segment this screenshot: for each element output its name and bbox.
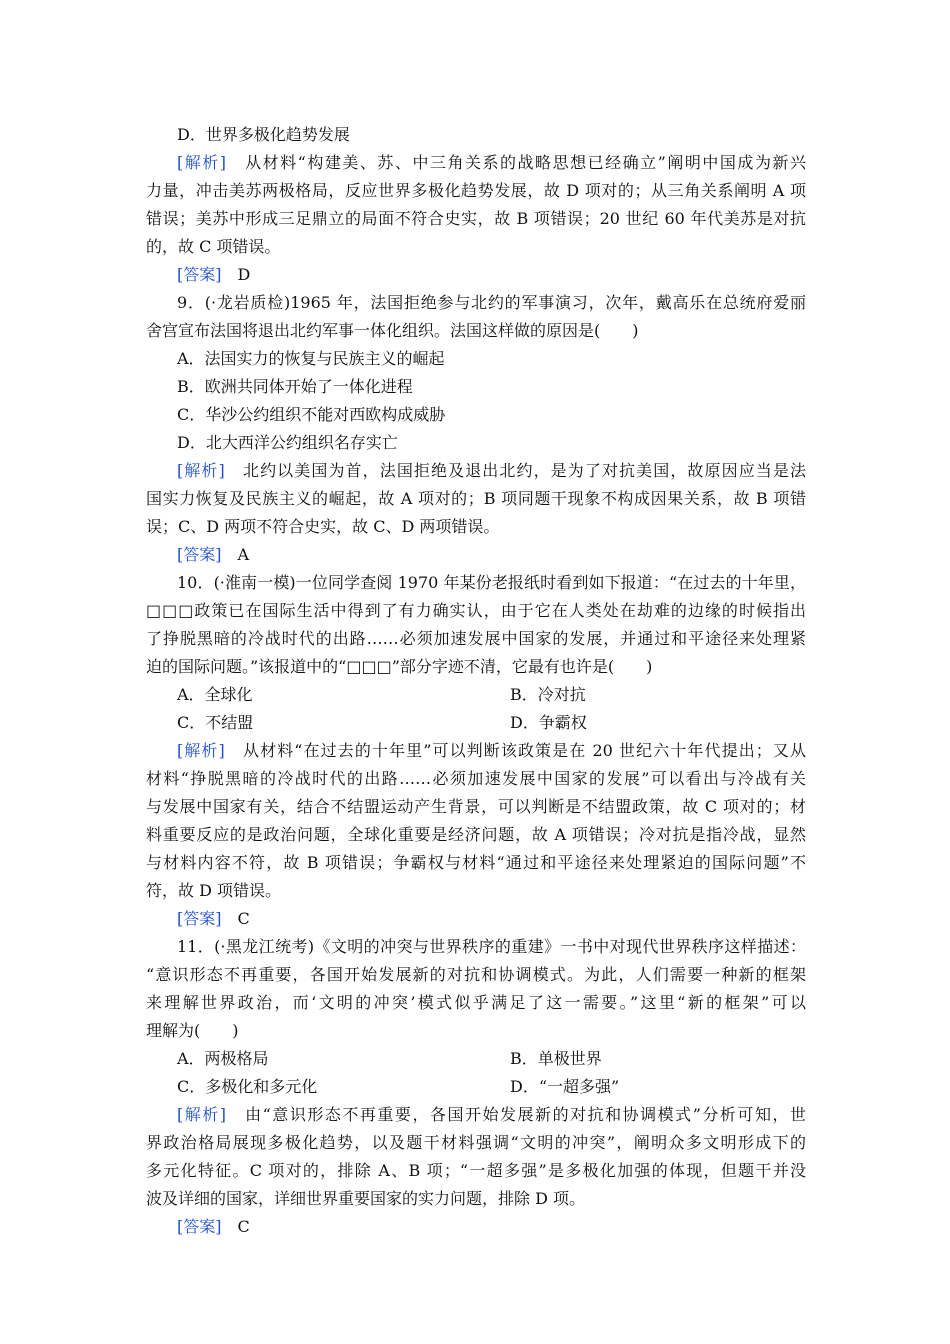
q9-option-b: B．欧洲共同体开始了一体化进程 — [177, 377, 413, 396]
q9-option-d: D．北大西洋公约组织名存实亡 — [177, 433, 398, 452]
q11-option-c: C．多极化和多元化 — [177, 1077, 318, 1096]
q10-analysis-line-4: 料重要反应的是政治问题，全球化重要是经济问题，故 A 项错误；冷对抗是指冷战，显然 — [146, 825, 806, 844]
q9-stem-line-2: 舍宫宣布法国将退出北约军事一体化组织。法国这样做的原因是( ) — [146, 321, 639, 340]
q10-analysis-line-2: 材料“挣脱黑暗的冷战时代的出路……必须加速发展中国家的发展”可以看出与冷战有关 — [146, 769, 806, 788]
q10-analysis-line-3: 与发展中国家有关，结合不结盟运动产生背景，可以判断是不结盟政策，故 C 项对的；材 — [146, 797, 806, 816]
q10-analysis-line-6: 符，故 D 项错误。 — [146, 881, 282, 900]
q11-stem-line-4: 理解为( ) — [146, 1021, 239, 1040]
q9-analysis-line-2: 国实力恢复及民族主义的崛起，故 A 项对的；B 项同题干现象不构成因果关系，故 B 项错 — [146, 489, 806, 508]
q10-stem-line-2: □□□政策已在国际生活中得到了有力确实认，由于它在人类处在劫难的边缘的时候指出 — [146, 601, 806, 620]
q10-analysis-line-5: 与材料内容不符，故 B 项错误；争霸权与材料“通过和平途径来处理紧迫的国际问题”不 — [146, 853, 806, 872]
answer-tag: [答案] — [177, 1217, 222, 1236]
q11-stem-line-3: 来理解世界政治，而‘文明的冲突’模式似乎满足了这一需要。”这里“新的框架”可以 — [146, 993, 806, 1012]
answer-value: C — [237, 909, 250, 928]
q11-options-row-2 — [177, 1077, 837, 1097]
q8-analysis-line-3: 错误；美苏中形成三足鼎立的局面不符合史实，故 B 项错误；20 世纪 60 年代美苏是对抗 — [146, 209, 806, 228]
q11-analysis-line-4: 波及详细的国家，详细世界重要国家的实力问题，排除 D 项。 — [146, 1189, 586, 1208]
answer-tag: [答案] — [177, 545, 222, 564]
q11-option-d: D．“一超多强” — [510, 1077, 620, 1096]
q9-option-c: C．华沙公约组织不能对西欧构成威胁 — [177, 405, 446, 424]
q10-analysis-line-1: [解析] 从材料“在过去的十年里”可以判断该政策是在 20 世纪六十年代提出；又从 — [177, 741, 806, 760]
q10-option-a: A．全球化 — [177, 685, 253, 704]
answer-value: A — [237, 545, 250, 564]
answer-value: D — [237, 265, 251, 284]
analysis-tag: [解析] — [177, 741, 225, 760]
answer-tag: [答案] — [177, 909, 222, 928]
q11-option-b: B．单极世界 — [510, 1049, 602, 1068]
q11-analysis-line-1: [解析] 由“意识形态不再重要，各国开始发展新的对抗和协调模式”分析可知，世 — [177, 1105, 806, 1124]
q10-option-b: B．冷对抗 — [510, 685, 586, 704]
answer-value: C — [237, 1217, 250, 1236]
q8-analysis-line-1: [解析] 从材料“构建美、苏、中三角关系的战略思想已经确立”阐明中国成为新兴 — [177, 153, 806, 172]
q11-options-row-1 — [177, 1049, 837, 1069]
analysis-tag: [解析] — [177, 153, 227, 172]
q9-analysis-line-3: 误；C、D 两项不符合史实，故 C、D 两项错误。 — [146, 517, 500, 536]
q11-analysis-line-2: 界政治格局展现多极化趋势，以及题干材料强调“文明的冲突”，阐明众多文明形成下的 — [146, 1133, 806, 1152]
q9-analysis-line-1: [解析] 北约以美国为首，法国拒绝及退出北约，是为了对抗美国，故原因应当是法 — [177, 461, 806, 480]
answer-tag: [答案] — [177, 265, 222, 284]
analysis-tag: [解析] — [177, 1105, 227, 1124]
analysis-tag: [解析] — [177, 461, 225, 480]
q8-option-d: D．世界多极化趋势发展 — [177, 125, 350, 144]
q11-stem-line-1: 11．(·黑龙江统考)《文明的冲突与世界秩序的重建》一书中对现代世界秩序这样描述： — [177, 937, 806, 956]
q9-stem-line-1: 9．(·龙岩质检)1965 年，法国拒绝参与北约的军事演习，次年，戴高乐在总统府爱丽 — [177, 293, 806, 312]
q10-option-d: D．争霸权 — [510, 713, 587, 732]
q10-options-row-2 — [177, 713, 837, 733]
q10-answer — [177, 909, 837, 929]
q8-analysis-line-4: 的，故 C 项错误。 — [146, 237, 281, 256]
q8-answer — [177, 265, 837, 285]
q10-stem-line-3: 了挣脱黑暗的冷战时代的出路……必须加速发展中国家的发展，并通过和平途径来处理紧 — [146, 629, 806, 648]
q11-answer — [177, 1217, 837, 1237]
q10-options-row-1 — [177, 685, 837, 705]
q9-option-a: A．法国实力的恢复与民族主义的崛起 — [177, 349, 445, 368]
q9-answer — [177, 545, 837, 565]
q10-stem-line-1: 10．(·淮南一模)一位同学查阅 1970 年某份老报纸时看到如下报道：“在过去的十年里， — [177, 573, 806, 592]
q11-option-a: A．两极格局 — [177, 1049, 269, 1068]
q11-analysis-line-3: 多元化特征。C 项对的，排除 A、B 项；“一超多强”是多极化加强的体现，但题干并没 — [146, 1161, 806, 1180]
q10-option-c: C．不结盟 — [177, 713, 254, 732]
q10-stem-line-4: 迫的国际问题。”该报道中的“□□□”部分字迹不清，它最有也许是( ) — [146, 657, 653, 676]
q11-stem-line-2: “意识形态不再重要，各国开始发展新的对抗和协调模式。为此，人们需要一种新的框架 — [146, 965, 806, 984]
q8-analysis-line-2: 力量，冲击美苏两极格局，反应世界多极化趋势发展，故 D 项对的；从三角关系阐明 A 项 — [146, 181, 806, 200]
